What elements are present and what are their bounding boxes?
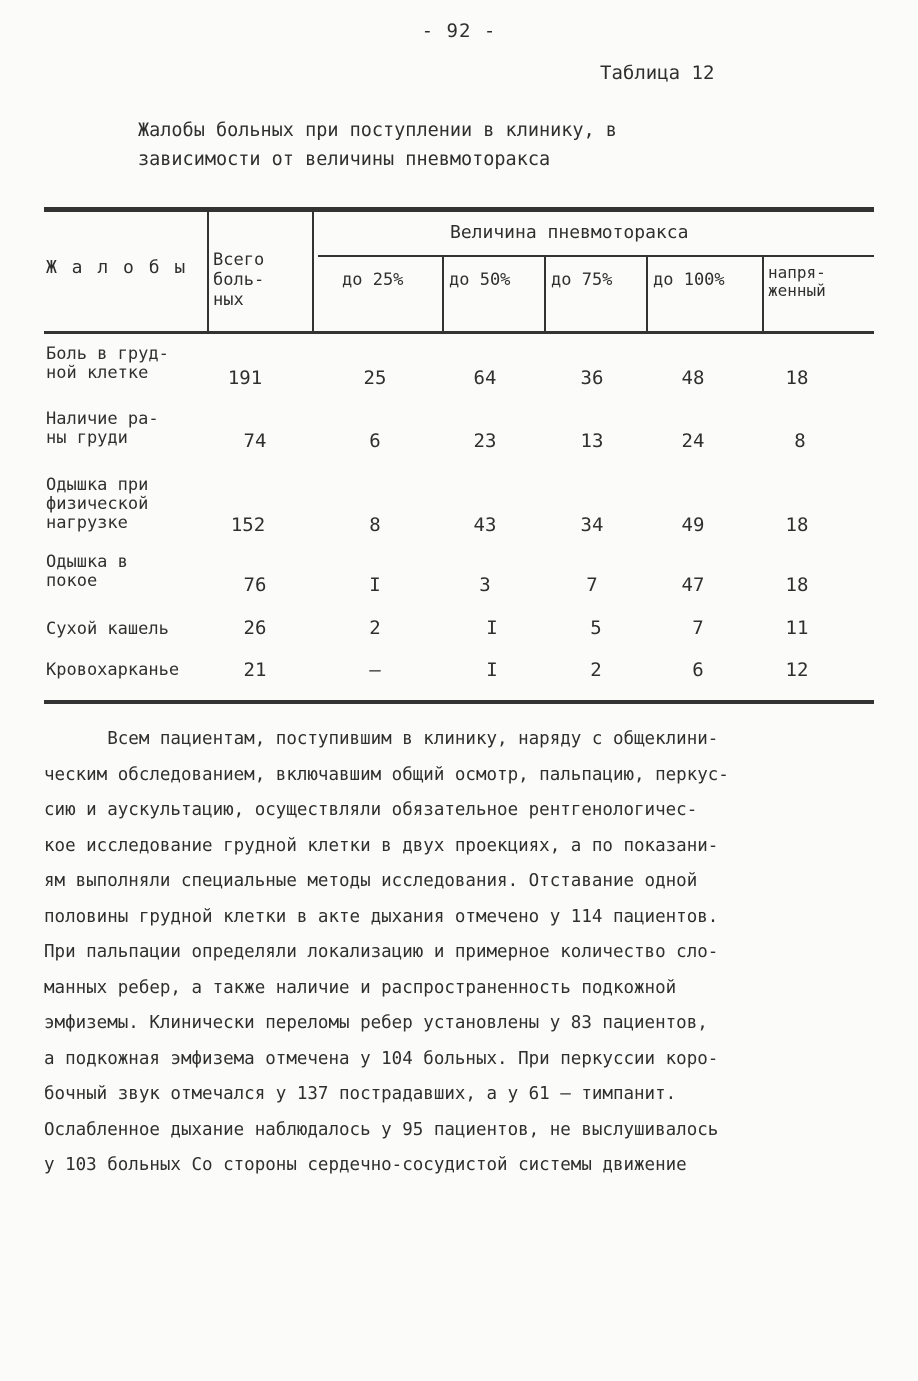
- header-divider: [207, 212, 209, 331]
- table-label: Таблица 12: [600, 62, 715, 84]
- table-cell: –: [369, 659, 381, 681]
- row-label-dry-cough: Сухой кашель: [46, 619, 169, 639]
- header-col-tension: напря- женный: [768, 263, 826, 300]
- header-divider: [646, 257, 648, 331]
- table-caption: [138, 116, 778, 174]
- table-cell: 191: [227, 367, 263, 389]
- text-line: При пальпации определяли локализацию и примерное количество сло-: [44, 942, 719, 962]
- row-label-rest-dyspnea: Одышка в покое: [46, 552, 128, 591]
- table-cell: 49: [681, 514, 705, 536]
- text-line: кое исследование грудной клетки в двух проекциях, а по показани-: [44, 835, 719, 856]
- table-cell: 24: [681, 430, 705, 452]
- row-label-hemoptysis: Кровохарканье: [46, 660, 180, 680]
- header-total: Всего боль- ных: [213, 250, 265, 310]
- table-cell: 21: [243, 659, 267, 681]
- table-cell: 3: [479, 574, 491, 596]
- row-label-chest-pain: Боль в груд- ной клетке: [46, 344, 169, 383]
- table-cell: I: [486, 617, 498, 639]
- table-cell: 18: [785, 514, 809, 536]
- table-cell: 2: [369, 617, 381, 639]
- table-cell: I: [486, 659, 498, 681]
- text-line: эмфиземы. Клинически переломы ребер установлены у 83 пациентов,: [44, 1013, 708, 1033]
- text-line: ческим обследованием, включавшим общий осмотр, пальпацию, перкус-: [44, 764, 729, 785]
- table-cell: 12: [785, 659, 809, 681]
- table-cell: 7: [586, 574, 598, 596]
- table-cell: 6: [369, 430, 381, 452]
- header-divider: [312, 212, 314, 331]
- text-line: Всем пациентам, поступившим в клинику, наряду с общеклини-: [44, 729, 719, 749]
- table-cell: 23: [473, 430, 497, 452]
- row-label-chest-wound: Наличие ра- ны груди: [46, 409, 159, 448]
- table-cell: 8: [369, 514, 381, 536]
- table-cell: 76: [243, 574, 267, 596]
- text-line: половины грудной клетки в акте дыхания отмечено у 114 пациентов.: [44, 906, 719, 927]
- body-paragraph: [44, 722, 874, 1184]
- table-cell: 18: [785, 367, 809, 389]
- table-cell: 26: [243, 617, 267, 639]
- table-group-rule: [318, 255, 874, 257]
- table-cell: 6: [692, 659, 704, 681]
- table-cell: 36: [580, 367, 604, 389]
- table-cell: 47: [681, 574, 705, 596]
- header-divider: [762, 257, 764, 331]
- table-cell: 48: [681, 367, 705, 389]
- header-col-50: до 50%: [449, 270, 511, 290]
- header-complaints: Ж а л о б ы: [46, 257, 188, 278]
- text-line: сию и аускультацию, осуществляли обязательное рентгенологичес-: [44, 800, 698, 820]
- header-divider: [544, 257, 546, 331]
- table-cell: 11: [785, 617, 809, 639]
- page-number: - 92 -: [421, 20, 497, 42]
- text-line: у 103 больных Со стороны сердечно-сосудистой системы движение: [44, 1155, 687, 1175]
- row-label-exertion-dyspnea: Одышка при физической нагрузке: [46, 475, 149, 533]
- table-header-rule: [44, 331, 874, 334]
- text-line: Ослабленное дыхание наблюдалось у 95 пациентов, не выслушивалось: [44, 1119, 719, 1140]
- table-top-rule: [44, 207, 874, 212]
- table-bottom-rule: [44, 700, 874, 704]
- table-cell: 8: [794, 430, 806, 452]
- text-line: ям выполняли специальные методы исследования. Отставание одной: [44, 871, 698, 891]
- table-cell: 13: [580, 430, 604, 452]
- table-cell: 18: [785, 574, 809, 596]
- header-col-75: до 75%: [551, 270, 613, 290]
- table-cell: 34: [580, 514, 604, 536]
- table-cell: 2: [590, 659, 602, 681]
- caption-line: зависимости от величины пневмоторакса: [138, 149, 551, 170]
- table-cell: 25: [363, 367, 387, 389]
- caption-line: Жалобы больных при поступлении в клинику, в: [138, 120, 617, 141]
- text-line: манных ребер, а также наличие и распространенность подкожной: [44, 977, 677, 998]
- header-group: Величина пневмоторакса: [450, 222, 689, 243]
- table-cell: 64: [473, 367, 497, 389]
- header-col-25: до 25%: [342, 270, 404, 290]
- text-line: а подкожная эмфизема отмечена у 104 больных. При перкуссии коро-: [44, 1048, 719, 1069]
- header-divider: [442, 257, 444, 331]
- header-col-100: до 100%: [653, 270, 725, 290]
- text-line: бочный звук отмечался у 137 пострадавших, а у 61 – тимпанит.: [44, 1084, 677, 1104]
- table-cell: 43: [473, 514, 497, 536]
- table-cell: 5: [590, 617, 602, 639]
- table-cell: 7: [692, 617, 704, 639]
- table-cell: 152: [230, 514, 266, 536]
- table-cell: 74: [243, 430, 267, 452]
- table-cell: I: [369, 574, 381, 596]
